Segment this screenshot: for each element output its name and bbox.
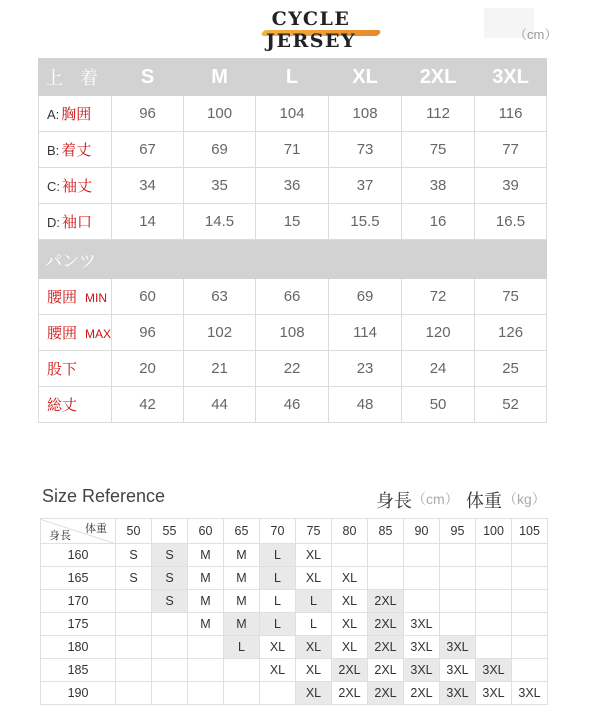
- size-cell: XL: [332, 613, 368, 636]
- measurement-value: 23: [329, 351, 402, 387]
- reference-row: [41, 659, 548, 682]
- measurement-value: 63: [184, 279, 256, 315]
- measurement-value: 108: [329, 96, 402, 132]
- weight-header: 100: [476, 519, 512, 544]
- pants-section-label: パンツ: [39, 240, 547, 279]
- size-cell: 3XL: [476, 682, 512, 705]
- measurement-value: 96: [112, 96, 184, 132]
- size-cell: [188, 682, 224, 705]
- size-cell: [512, 544, 548, 567]
- measurement-value: 77: [475, 132, 547, 168]
- size-cell: M: [188, 613, 224, 636]
- size-cell: M: [188, 590, 224, 613]
- size-cell: [404, 590, 440, 613]
- measurement-row: [39, 168, 547, 204]
- measurement-label: [39, 204, 112, 240]
- size-cell: [224, 682, 260, 705]
- size-cell: S: [116, 544, 152, 567]
- weight-header: 60: [188, 519, 224, 544]
- measurement-prefix: D:: [47, 215, 60, 230]
- measurement-value: 36: [256, 168, 329, 204]
- size-cell: M: [224, 613, 260, 636]
- size-cell: 2XL: [404, 682, 440, 705]
- size-cell: [512, 567, 548, 590]
- top-section-label: 上 着: [39, 59, 112, 96]
- weight-header: 75: [296, 519, 332, 544]
- size-cell: [116, 682, 152, 705]
- size-cell: [476, 613, 512, 636]
- size-cell: [116, 659, 152, 682]
- reference-row: [41, 682, 548, 705]
- header: [0, 0, 600, 52]
- height-value: 165: [41, 567, 116, 590]
- measurement-value: 34: [112, 168, 184, 204]
- measurement-value: 46: [256, 387, 329, 423]
- reference-row: [41, 590, 548, 613]
- measurement-value: 100: [184, 96, 256, 132]
- measurement-name: 腰囲: [47, 325, 78, 342]
- size-cell: 2XL: [368, 613, 404, 636]
- size-cell: M: [224, 567, 260, 590]
- height-value: 170: [41, 590, 116, 613]
- size-cell: [512, 659, 548, 682]
- measurement-value: 38: [402, 168, 475, 204]
- measurement-name: 股下: [47, 361, 78, 378]
- size-cell: [476, 544, 512, 567]
- measurement-value: 48: [329, 387, 402, 423]
- measurement-value: 37: [329, 168, 402, 204]
- weight-header: 55: [152, 519, 188, 544]
- size-header-2xl: 2XL: [402, 59, 475, 96]
- measurement-label: [39, 96, 112, 132]
- height-value: 160: [41, 544, 116, 567]
- measurement-label: [39, 351, 112, 387]
- measurement-value: 52: [475, 387, 547, 423]
- size-cell: 2XL: [368, 659, 404, 682]
- size-header-m: M: [184, 59, 256, 96]
- size-reference-table: [40, 518, 548, 705]
- weight-header: 95: [440, 519, 476, 544]
- measurement-value: 69: [184, 132, 256, 168]
- measurement-value: 126: [475, 315, 547, 351]
- size-cell: XL: [296, 682, 332, 705]
- size-cell: 3XL: [404, 613, 440, 636]
- size-cell: S: [152, 544, 188, 567]
- measurement-value: 96: [112, 315, 184, 351]
- corner-weight-label: 体重: [85, 523, 107, 535]
- size-cell: L: [260, 567, 296, 590]
- size-cell: [476, 567, 512, 590]
- measurement-value: 71: [256, 132, 329, 168]
- size-cell: M: [188, 567, 224, 590]
- measurement-value: 24: [402, 351, 475, 387]
- weight-header: 85: [368, 519, 404, 544]
- size-cell: L: [260, 590, 296, 613]
- measurement-value: 75: [475, 279, 547, 315]
- measurement-value: 102: [184, 315, 256, 351]
- measurement-name: 胸囲: [61, 106, 92, 123]
- measurement-row: [39, 387, 547, 423]
- size-cell: [188, 636, 224, 659]
- size-cell: XL: [296, 659, 332, 682]
- measurement-suffix: MIN: [85, 291, 108, 305]
- size-cell: S: [152, 567, 188, 590]
- weight-header: 80: [332, 519, 368, 544]
- measurement-label: [39, 168, 112, 204]
- size-header-s: S: [112, 59, 184, 96]
- size-cell: 3XL: [512, 682, 548, 705]
- size-cell: [152, 682, 188, 705]
- size-cell: S: [116, 567, 152, 590]
- size-cell: [440, 590, 476, 613]
- measurement-value: 21: [184, 351, 256, 387]
- size-cell: XL: [332, 636, 368, 659]
- measurement-name: 腰囲: [47, 289, 78, 306]
- height-value: 190: [41, 682, 116, 705]
- height-unit: （cm）: [412, 491, 459, 507]
- weight-header: 65: [224, 519, 260, 544]
- size-chart-table: [38, 58, 547, 423]
- size-cell: [332, 544, 368, 567]
- size-cell: 3XL: [476, 659, 512, 682]
- size-cell: 2XL: [368, 636, 404, 659]
- size-cell: [188, 659, 224, 682]
- measurement-value: 16: [402, 204, 475, 240]
- measurement-value: 67: [112, 132, 184, 168]
- size-cell: M: [224, 590, 260, 613]
- measurement-value: 112: [402, 96, 475, 132]
- size-cell: 2XL: [368, 682, 404, 705]
- size-cell: [152, 659, 188, 682]
- size-cell: [440, 567, 476, 590]
- size-header-xl: XL: [329, 59, 402, 96]
- measurement-value: 42: [112, 387, 184, 423]
- weight-header: 50: [116, 519, 152, 544]
- reference-row: [41, 567, 548, 590]
- pants-section-row: [39, 240, 547, 279]
- measurement-value: 44: [184, 387, 256, 423]
- size-cell: 3XL: [404, 659, 440, 682]
- size-cell: [512, 590, 548, 613]
- measurement-value: 120: [402, 315, 475, 351]
- size-cell: M: [188, 544, 224, 567]
- size-cell: [116, 590, 152, 613]
- weight-label: 体重: [466, 491, 502, 511]
- size-cell: [116, 636, 152, 659]
- size-cell: [476, 636, 512, 659]
- size-cell: [152, 613, 188, 636]
- size-cell: [440, 544, 476, 567]
- size-cell: 2XL: [332, 682, 368, 705]
- measurement-prefix: C:: [47, 179, 60, 194]
- corner-cell: [41, 519, 116, 544]
- height-value: 180: [41, 636, 116, 659]
- measurement-value: 50: [402, 387, 475, 423]
- weight-header: 105: [512, 519, 548, 544]
- size-cell: M: [224, 544, 260, 567]
- size-cell: XL: [296, 544, 332, 567]
- size-cell: XL: [332, 590, 368, 613]
- page-title: CYCLE JERSEY: [265, 8, 357, 52]
- measurement-value: 75: [402, 132, 475, 168]
- size-cell: [260, 682, 296, 705]
- weight-header: 90: [404, 519, 440, 544]
- size-cell: [512, 636, 548, 659]
- measurement-value: 72: [402, 279, 475, 315]
- size-cell: 2XL: [368, 590, 404, 613]
- measurement-value: 20: [112, 351, 184, 387]
- measurement-row: [39, 96, 547, 132]
- size-cell: L: [260, 544, 296, 567]
- measurement-value: 15.5: [329, 204, 402, 240]
- size-cell: 3XL: [440, 659, 476, 682]
- size-cell: [404, 567, 440, 590]
- size-cell: XL: [296, 567, 332, 590]
- measurement-suffix: MAX: [85, 327, 112, 341]
- measurement-label: [39, 279, 112, 315]
- reference-row: [41, 544, 548, 567]
- size-header-l: L: [256, 59, 329, 96]
- size-header-row: [39, 59, 547, 96]
- measurement-value: 25: [475, 351, 547, 387]
- size-cell: [476, 590, 512, 613]
- size-reference-title: Size Reference: [42, 486, 166, 506]
- size-cell: [512, 613, 548, 636]
- measurement-row: [39, 279, 547, 315]
- measurement-value: 114: [329, 315, 402, 351]
- measurement-value: 108: [256, 315, 329, 351]
- measurement-name: 着丈: [61, 142, 92, 159]
- size-cell: 3XL: [440, 682, 476, 705]
- size-cell: XL: [260, 659, 296, 682]
- measurement-value: 116: [475, 96, 547, 132]
- measurement-value: 66: [256, 279, 329, 315]
- measurement-name: 袖口: [62, 214, 93, 231]
- unit-label: （cm）: [514, 27, 558, 42]
- size-cell: L: [224, 636, 260, 659]
- measurement-value: 73: [329, 132, 402, 168]
- size-cell: [116, 613, 152, 636]
- weight-header-row: [41, 519, 548, 544]
- measurement-label: [39, 315, 112, 351]
- measurement-value: 35: [184, 168, 256, 204]
- measurement-value: 15: [256, 204, 329, 240]
- measurement-name: 総丈: [47, 397, 78, 414]
- height-value: 185: [41, 659, 116, 682]
- size-cell: [404, 544, 440, 567]
- size-cell: 2XL: [332, 659, 368, 682]
- size-cell: XL: [332, 567, 368, 590]
- size-header-3xl: 3XL: [475, 59, 547, 96]
- measurement-row: [39, 315, 547, 351]
- size-cell: [152, 636, 188, 659]
- measurement-row: [39, 132, 547, 168]
- corner-diagonal: [41, 519, 115, 543]
- size-cell: XL: [260, 636, 296, 659]
- measurement-value: 16.5: [475, 204, 547, 240]
- measurement-name: 袖丈: [62, 178, 93, 195]
- corner-height-label: 身長: [49, 530, 71, 542]
- measurement-value: 69: [329, 279, 402, 315]
- measurement-value: 60: [112, 279, 184, 315]
- measurement-label: [39, 387, 112, 423]
- weight-header: 70: [260, 519, 296, 544]
- size-cell: L: [296, 613, 332, 636]
- size-cell: S: [152, 590, 188, 613]
- size-cell: 3XL: [440, 636, 476, 659]
- size-cell: [440, 613, 476, 636]
- size-cell: L: [296, 590, 332, 613]
- weight-unit: （kg）: [503, 491, 546, 507]
- size-cell: 3XL: [404, 636, 440, 659]
- height-label: 身長: [376, 491, 412, 511]
- measurement-prefix: A:: [47, 107, 60, 122]
- measurement-label: [39, 132, 112, 168]
- measurement-row: [39, 351, 547, 387]
- measurement-value: 22: [256, 351, 329, 387]
- size-cell: XL: [296, 636, 332, 659]
- height-value: 175: [41, 613, 116, 636]
- measurement-row: [39, 204, 547, 240]
- measurement-value: 39: [475, 168, 547, 204]
- measurement-value: 14.5: [184, 204, 256, 240]
- measurement-value: 104: [256, 96, 329, 132]
- reference-row: [41, 613, 548, 636]
- reference-row: [41, 636, 548, 659]
- size-cell: [368, 544, 404, 567]
- size-cell: [368, 567, 404, 590]
- size-cell: [224, 659, 260, 682]
- measurement-value: 14: [112, 204, 184, 240]
- measurement-prefix: B:: [47, 143, 60, 158]
- size-cell: L: [260, 613, 296, 636]
